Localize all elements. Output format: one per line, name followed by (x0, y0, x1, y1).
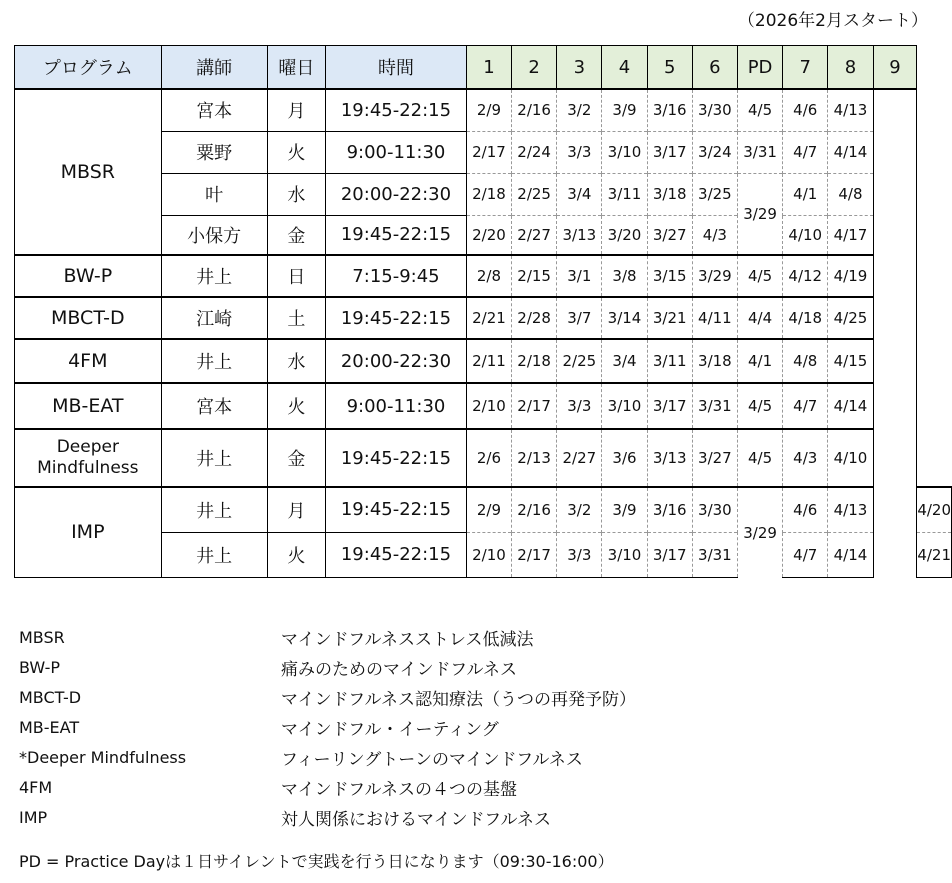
teacher-cell: 宮本 (161, 89, 267, 131)
date-cell: 3/10 (602, 131, 647, 173)
day-cell: 月 (267, 89, 325, 131)
date-cell: 3/25 (692, 173, 737, 215)
teacher-cell: 江崎 (161, 297, 267, 339)
table-row (15, 487, 952, 532)
pd-date-cell: 3/31 (737, 131, 782, 173)
program-cell (15, 429, 162, 487)
date-cell: 4/8 (783, 339, 828, 383)
time-cell: 19:45-22:15 (326, 297, 467, 339)
glossary-abbr: BW-P (19, 657, 60, 677)
date-cell: 2/25 (512, 173, 557, 215)
day-cell: 水 (267, 339, 325, 383)
date-cell: 2/9 (466, 89, 511, 131)
time-cell: 19:45-22:15 (326, 429, 467, 487)
date-cell: 4/3 (692, 215, 737, 255)
day-cell: 金 (267, 429, 325, 487)
date-cell: 2/17 (512, 383, 557, 429)
time-cell: 7:15-9:45 (326, 255, 467, 297)
date-cell: 4/13 (828, 487, 873, 532)
table-row (15, 339, 952, 383)
time-cell: 19:45-22:15 (326, 487, 467, 532)
pd-date-cell: 3/29 (737, 173, 782, 255)
date-cell: 2/24 (512, 131, 557, 173)
header-session-6: 6 (692, 46, 737, 90)
pd-date-cell: 3/29 (737, 487, 782, 577)
day-cell: 水 (267, 173, 325, 215)
date-cell: 4/8 (828, 173, 873, 215)
header-session-1: 1 (466, 46, 511, 90)
date-cell: 4/10 (828, 429, 873, 487)
date-cell: 3/17 (647, 383, 692, 429)
date-cell: 2/27 (512, 215, 557, 255)
teacher-cell: 井上 (161, 429, 267, 487)
header-session-pd: PD (737, 46, 782, 90)
date-cell: 3/9 (602, 487, 647, 532)
date-cell: 4/3 (783, 429, 828, 487)
date-cell: 3/27 (692, 429, 737, 487)
date-cell: 3/18 (647, 173, 692, 215)
teacher-cell: 井上 (161, 532, 267, 577)
glossary-desc: 対人関係におけるマインドフルネス (281, 809, 551, 830)
date-cell: 4/6 (783, 487, 828, 532)
date-cell: 3/18 (692, 339, 737, 383)
program-cell: 4FM (15, 339, 162, 383)
pd-date-cell: 4/5 (737, 429, 782, 487)
date-cell: 3/13 (647, 429, 692, 487)
date-cell: 3/10 (602, 383, 647, 429)
glossary-item (19, 772, 636, 802)
pd-date-cell: 4/5 (737, 255, 782, 297)
teacher-cell: 粟野 (161, 131, 267, 173)
time-cell: 9:00-11:30 (326, 131, 467, 173)
glossary-desc: マインドフル・イーティング (281, 719, 499, 740)
header-day: 曜日 (267, 46, 325, 90)
glossary-abbr: 4FM (19, 777, 53, 797)
date-cell: 3/11 (602, 173, 647, 215)
date-cell: 3/1 (557, 255, 602, 297)
program-cell: MBCT-D (15, 297, 162, 339)
date-cell: 3/17 (647, 131, 692, 173)
program-cell: MB-EAT (15, 383, 162, 429)
date-cell: 3/2 (557, 89, 602, 131)
date-cell: 2/21 (466, 297, 511, 339)
date-cell: 4/21 (917, 532, 952, 577)
date-cell: 3/21 (647, 297, 692, 339)
date-cell: 2/13 (512, 429, 557, 487)
date-cell: 3/30 (692, 89, 737, 131)
date-cell: 4/6 (783, 89, 828, 131)
header-session-7: 7 (783, 46, 828, 90)
pd-date-cell: 4/4 (737, 297, 782, 339)
date-cell: 3/16 (647, 487, 692, 532)
date-cell: 4/19 (828, 255, 873, 297)
header-session-3: 3 (557, 46, 602, 90)
date-cell: 4/11 (692, 297, 737, 339)
date-cell: 4/10 (783, 215, 828, 255)
date-cell: 3/11 (647, 339, 692, 383)
date-cell: 3/27 (647, 215, 692, 255)
program-line-1: Deeper (56, 437, 119, 457)
pd-date-cell: 4/5 (737, 383, 782, 429)
date-cell: 4/15 (828, 339, 873, 383)
date-cell: 2/25 (557, 339, 602, 383)
time-cell: 20:00-22:30 (326, 173, 467, 215)
program-cell: MBSR (15, 89, 162, 255)
date-cell: 4/14 (828, 131, 873, 173)
date-cell: 4/14 (828, 383, 873, 429)
date-cell: 4/7 (783, 131, 828, 173)
date-cell: 4/14 (828, 532, 873, 577)
table-row (15, 255, 952, 297)
date-cell: 4/1 (783, 173, 828, 215)
date-cell: 3/8 (602, 255, 647, 297)
header-time: 時間 (326, 46, 467, 90)
date-cell: 2/18 (466, 173, 511, 215)
date-cell: 4/20 (917, 487, 952, 532)
date-cell: 3/7 (557, 297, 602, 339)
glossary-desc: マインドフルネスの４つの基盤 (281, 779, 517, 800)
start-note: （2026年2月スタート） (737, 11, 928, 31)
teacher-cell: 宮本 (161, 383, 267, 429)
date-cell: 3/10 (602, 532, 647, 577)
header-session-9: 9 (873, 46, 917, 90)
date-cell: 3/16 (647, 89, 692, 131)
date-cell: 2/9 (466, 487, 511, 532)
teacher-cell: 井上 (161, 339, 267, 383)
header-row (15, 46, 952, 90)
header-program: プログラム (15, 46, 162, 90)
glossary-desc: 痛みのためのマインドフルネス (281, 659, 517, 680)
date-cell: 4/12 (783, 255, 828, 297)
date-cell: 3/29 (692, 255, 737, 297)
date-cell: 2/17 (466, 131, 511, 173)
glossary-item (19, 622, 636, 652)
date-cell: 3/6 (602, 429, 647, 487)
date-cell: 4/7 (783, 383, 828, 429)
table-row (15, 297, 952, 339)
teacher-cell: 小保方 (161, 215, 267, 255)
date-cell: 3/3 (557, 532, 602, 577)
program-cell: BW-P (15, 255, 162, 297)
date-cell: 3/2 (557, 487, 602, 532)
day-cell: 火 (267, 383, 325, 429)
glossary-item (19, 742, 636, 772)
glossary-abbr: IMP (19, 807, 48, 827)
glossary-abbr: MBSR (19, 627, 65, 647)
date-cell: 2/28 (512, 297, 557, 339)
date-cell: 3/9 (602, 89, 647, 131)
date-cell: 2/6 (466, 429, 511, 487)
glossary-item (19, 712, 636, 742)
header-session-2: 2 (512, 46, 557, 90)
table-row (15, 429, 952, 487)
glossary-item (19, 682, 636, 712)
header-session-8: 8 (828, 46, 873, 90)
session-9-empty (873, 89, 917, 577)
date-cell: 2/20 (466, 215, 511, 255)
date-cell: 3/3 (557, 383, 602, 429)
date-cell: 3/4 (602, 339, 647, 383)
date-cell: 2/17 (512, 532, 557, 577)
glossary-desc: マインドフルネス認知療法（うつの再発予防） (281, 689, 636, 710)
date-cell: 3/4 (557, 173, 602, 215)
glossary (19, 622, 636, 832)
date-cell: 3/30 (692, 487, 737, 532)
date-cell: 3/20 (602, 215, 647, 255)
program-cell: IMP (15, 487, 162, 577)
program-line-2: Mindfulness (37, 458, 139, 478)
date-cell: 2/10 (466, 532, 511, 577)
date-cell: 2/15 (512, 255, 557, 297)
pd-date-cell: 4/1 (737, 339, 782, 383)
date-cell: 2/27 (557, 429, 602, 487)
glossary-abbr: MBCT-D (19, 687, 82, 707)
glossary-desc: フィーリングトーンのマインドフルネス (281, 749, 583, 770)
day-cell: 月 (267, 487, 325, 532)
pd-date-cell: 4/5 (737, 89, 782, 131)
time-cell: 19:45-22:15 (326, 532, 467, 577)
date-cell: 3/31 (692, 532, 737, 577)
teacher-cell: 叶 (161, 173, 267, 215)
date-cell: 3/13 (557, 215, 602, 255)
day-cell: 金 (267, 215, 325, 255)
time-cell: 20:00-22:30 (326, 339, 467, 383)
day-cell: 土 (267, 297, 325, 339)
glossary-item (19, 652, 636, 682)
date-cell: 2/8 (466, 255, 511, 297)
teacher-cell: 井上 (161, 487, 267, 532)
date-cell: 3/15 (647, 255, 692, 297)
teacher-cell: 井上 (161, 255, 267, 297)
glossary-desc: マインドフルネスストレス低減法 (281, 629, 534, 650)
date-cell: 4/18 (783, 297, 828, 339)
table-row (15, 383, 952, 429)
glossary-item (19, 802, 636, 832)
date-cell: 2/16 (512, 487, 557, 532)
time-cell: 19:45-22:15 (326, 215, 467, 255)
date-cell: 4/7 (783, 532, 828, 577)
glossary-abbr: *Deeper Mindfulness (19, 747, 187, 767)
date-cell: 4/17 (828, 215, 873, 255)
date-cell: 3/17 (647, 532, 692, 577)
time-cell: 19:45-22:15 (326, 89, 467, 131)
day-cell: 火 (267, 131, 325, 173)
day-cell: 日 (267, 255, 325, 297)
schedule-table (14, 45, 952, 578)
date-cell: 3/14 (602, 297, 647, 339)
date-cell: 4/13 (828, 89, 873, 131)
date-cell: 4/25 (828, 297, 873, 339)
date-cell: 2/11 (466, 339, 511, 383)
pd-footnote: PD = Practice Dayは１日サイレントで実践を行う日になります（09:30-16:00） (19, 852, 614, 871)
date-cell: 3/31 (692, 383, 737, 429)
glossary-abbr: MB-EAT (19, 717, 80, 737)
date-cell: 3/3 (557, 131, 602, 173)
date-cell: 2/10 (466, 383, 511, 429)
table-row (15, 89, 952, 131)
date-cell: 2/16 (512, 89, 557, 131)
date-cell: 2/18 (512, 339, 557, 383)
header-teacher: 講師 (161, 46, 267, 90)
header-session-4: 4 (602, 46, 647, 90)
time-cell: 9:00-11:30 (326, 383, 467, 429)
header-session-5: 5 (647, 46, 692, 90)
day-cell: 火 (267, 532, 325, 577)
date-cell: 3/24 (692, 131, 737, 173)
